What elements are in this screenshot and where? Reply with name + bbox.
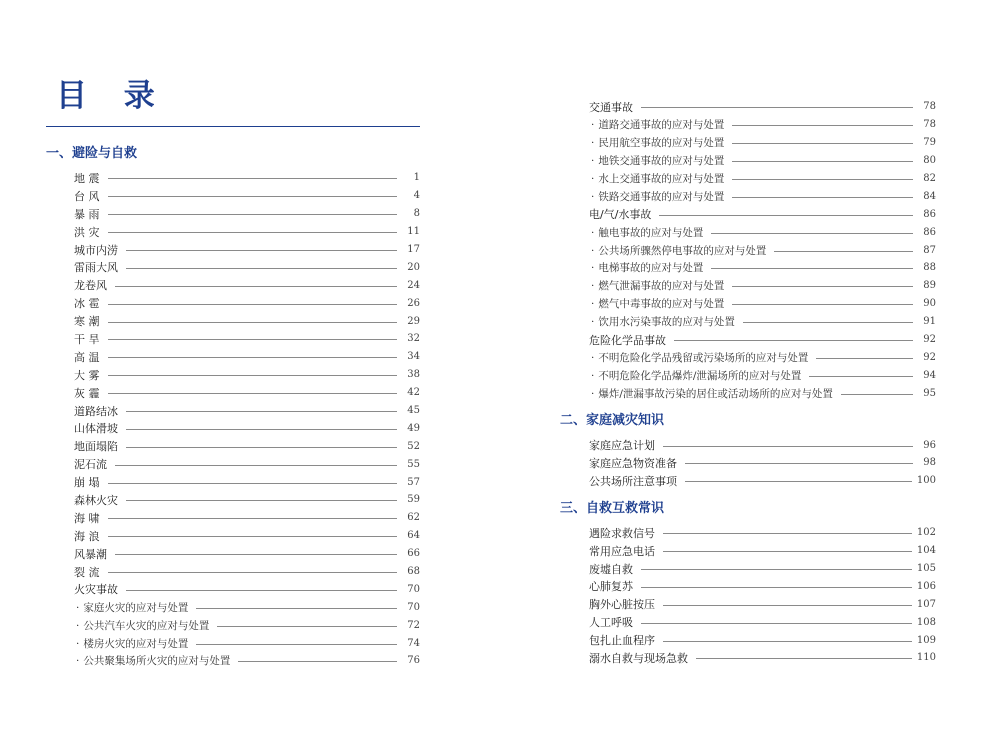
toc-page-number: 108: [916, 616, 936, 628]
dot-leader-line: [732, 179, 913, 180]
section-heading[interactable]: 一、避险与自救: [46, 146, 138, 161]
toc-entry-list: [560, 524, 936, 667]
toc-entry[interactable]: [46, 437, 420, 455]
toc-entry-label: · 燃气泄漏事故的应对与处置: [589, 278, 724, 293]
toc-entry-label: 冰 雹: [74, 297, 100, 311]
toc-right-column: [560, 98, 936, 667]
toc-page-number: 79: [923, 137, 936, 149]
toc-entry[interactable]: [46, 580, 420, 598]
toc-entry-label: 高 温: [74, 350, 100, 364]
toc-page-number: 84: [923, 190, 936, 202]
dot-leader-line: [108, 196, 398, 197]
toc-entry-label: 地 震: [74, 171, 100, 185]
dot-leader-line: [685, 481, 912, 482]
dot-leader-line: [663, 641, 912, 642]
dot-leader-line: [711, 233, 913, 234]
toc-entry-label: 家庭应急物资准备: [589, 456, 677, 470]
toc-entry-list: [46, 169, 420, 670]
dot-leader-line: [732, 161, 913, 162]
toc-page-number: 92: [923, 334, 936, 346]
toc-entry[interactable]: [560, 454, 936, 472]
toc-entry-label: · 水上交通事故的应对与处置: [589, 171, 724, 186]
toc-entry-label: 裂 流: [74, 565, 100, 579]
dot-leader-line: [196, 608, 397, 609]
toc-page-number: 105: [916, 563, 936, 575]
toc-page-number: 8: [413, 208, 420, 220]
toc-entry-label: 溺水自救与现场急救: [589, 651, 688, 665]
toc-page-number: 78: [923, 101, 936, 113]
toc-entry-label: 雷雨大风: [74, 261, 118, 275]
dot-leader-line: [108, 232, 398, 233]
toc-page-number: 29: [407, 315, 420, 327]
dot-leader-line: [809, 376, 913, 377]
toc-entry-label: 崩 塌: [74, 476, 100, 490]
dot-leader-line: [126, 590, 397, 591]
toc-subentry[interactable]: [560, 187, 936, 205]
toc-entry-label: 暴 雨: [74, 207, 100, 221]
toc-page-number: 86: [923, 226, 936, 238]
toc-subentry[interactable]: [560, 223, 936, 241]
toc-entry-label: · 公共汽车火灾的应对与处置: [74, 618, 209, 633]
toc-entry[interactable]: [46, 223, 420, 241]
toc-entry-label: 台 风: [74, 189, 100, 203]
dot-leader-line: [641, 587, 912, 588]
toc-page-number: 76: [407, 655, 420, 667]
toc-entry-label: 公共场所注意事项: [589, 474, 677, 488]
toc-entry-label: · 不明危险化学品残留或污染场所的应对与处置: [589, 350, 808, 365]
toc-entry-label: 电/气/水事故: [589, 208, 652, 222]
dot-leader-line: [115, 286, 397, 287]
section-heading[interactable]: 三、自救互救常识: [560, 500, 665, 516]
toc-page-number: 55: [407, 458, 420, 470]
toc-entry-label: · 燃气中毒事故的应对与处置: [589, 296, 724, 311]
toc-page-number: 34: [407, 351, 420, 363]
toc-entry-list: [560, 436, 936, 490]
toc-entry[interactable]: [46, 187, 420, 205]
toc-entry[interactable]: [560, 631, 936, 649]
dot-leader-line: [108, 536, 398, 537]
toc-entry-label: 交通事故: [589, 100, 633, 114]
toc-page-number: 68: [407, 566, 420, 578]
dot-leader-line: [732, 125, 913, 126]
dot-leader-line: [126, 250, 397, 251]
dot-leader-line: [126, 411, 397, 412]
toc-entry-label: 寒 潮: [74, 315, 100, 329]
dot-leader-line: [663, 605, 912, 606]
dot-leader-line: [663, 446, 913, 447]
toc-page-number: 70: [407, 583, 420, 595]
toc-entry-label: 人工呼吸: [589, 616, 633, 630]
dot-leader-line: [641, 569, 912, 570]
dot-leader-line: [841, 394, 913, 395]
toc-entry-label: · 公共聚集场所火灾的应对与处置: [74, 653, 230, 668]
dot-leader-line: [126, 447, 397, 448]
toc-entry[interactable]: [46, 276, 420, 294]
toc-entry-label: · 道路交通事故的应对与处置: [589, 117, 724, 132]
toc-subentry[interactable]: [46, 616, 420, 634]
title-divider: [46, 126, 420, 127]
toc-entry[interactable]: [46, 545, 420, 563]
toc-page-number: 86: [923, 208, 936, 220]
toc-entry-label: 包扎止血程序: [589, 634, 655, 648]
toc-left-column: [46, 143, 420, 670]
toc-entry-label: 地面塌陷: [74, 440, 118, 454]
toc-entry[interactable]: [560, 472, 936, 490]
toc-entry-label: 火灾事故: [74, 583, 118, 597]
toc-entry[interactable]: [560, 524, 936, 542]
toc-page-number: 94: [923, 369, 936, 381]
dot-leader-line: [732, 197, 913, 198]
toc-page-number: 72: [407, 619, 420, 631]
toc-entry-label: · 家庭火灾的应对与处置: [74, 600, 188, 615]
toc-subentry[interactable]: [560, 348, 936, 366]
dot-leader-line: [641, 623, 912, 624]
toc-entry-label: 遇险求救信号: [589, 526, 655, 540]
toc-entry-label: · 铁路交通事故的应对与处置: [589, 189, 724, 204]
toc-page-number: 17: [407, 244, 420, 255]
toc-subentry[interactable]: [46, 598, 420, 616]
dot-leader-line: [663, 551, 912, 552]
toc-entry-label: 胸外心脏按压: [589, 598, 655, 612]
toc-entry-label: · 不明危险化学品爆炸/泄漏场所的应对与处置: [589, 368, 801, 383]
toc-entry-label: 家庭应急计划: [589, 439, 655, 453]
dot-leader-line: [108, 572, 398, 573]
toc-entry-label: 道路结冰: [74, 404, 118, 418]
dot-leader-line: [774, 251, 913, 252]
toc-entry[interactable]: [46, 258, 420, 276]
dot-leader-line: [674, 340, 913, 341]
toc-page-number: 92: [923, 351, 936, 363]
toc-page-number: 104: [916, 545, 936, 557]
dot-leader-line: [685, 463, 913, 464]
toc-page-number: 78: [923, 119, 936, 131]
toc-entry[interactable]: [46, 294, 420, 312]
toc-subentry[interactable]: [46, 652, 420, 670]
toc-entry[interactable]: [46, 527, 420, 545]
dot-leader-line: [743, 322, 913, 323]
toc-page-number: 102: [916, 527, 936, 539]
toc-entry[interactable]: [46, 348, 420, 366]
toc-entry[interactable]: [46, 205, 420, 223]
toc-entry[interactable]: [46, 366, 420, 384]
toc-entry[interactable]: [46, 384, 420, 402]
toc-entry[interactable]: [46, 563, 420, 581]
toc-entry[interactable]: [46, 169, 420, 187]
toc-page-number: 70: [407, 601, 420, 613]
toc-entry[interactable]: [560, 595, 936, 613]
toc-entry[interactable]: [46, 419, 420, 437]
toc-subentry[interactable]: [560, 277, 936, 295]
toc-entry[interactable]: [46, 491, 420, 509]
toc-page-number: 62: [407, 512, 420, 524]
toc-page-number: 89: [923, 280, 936, 292]
toc-entry-label: · 楼房火灾的应对与处置: [74, 636, 188, 651]
toc-page-number: 20: [407, 261, 420, 273]
toc-subentry[interactable]: [560, 241, 936, 259]
toc-subentry[interactable]: [560, 170, 936, 188]
toc-page-number: 4: [413, 190, 420, 202]
toc-page-number: 109: [916, 634, 936, 646]
toc-page-number: 98: [923, 457, 936, 469]
toc-page-number: 59: [407, 494, 420, 506]
dot-leader-line: [108, 375, 398, 376]
toc-subentry[interactable]: [560, 295, 936, 313]
toc-entry[interactable]: [46, 241, 420, 259]
dot-leader-line: [816, 358, 913, 359]
toc-entry-label: · 民用航空事故的应对与处置: [589, 135, 724, 150]
toc-entry[interactable]: [560, 436, 936, 454]
toc-page-number: 49: [407, 422, 420, 434]
toc-page-number: 42: [407, 387, 420, 399]
toc-entry-label: 干 旱: [74, 332, 100, 346]
toc-page-number: 106: [916, 580, 936, 592]
toc-subentry[interactable]: [560, 384, 936, 402]
dot-leader-line: [663, 533, 912, 534]
dot-leader-line: [126, 429, 397, 430]
dot-leader-line: [108, 214, 398, 215]
dot-leader-line: [641, 107, 913, 108]
toc-page-number: 100: [916, 475, 936, 487]
toc-entry-label: 大 雾: [74, 368, 100, 382]
toc-page-number: 38: [407, 369, 420, 381]
toc-page-number: 80: [923, 155, 936, 167]
toc-entry-label: 洪 灾: [74, 225, 100, 239]
dot-leader-line: [108, 339, 398, 340]
dot-leader-line: [732, 304, 913, 305]
toc-entry-label: · 饮用水污染事故的应对与处置: [589, 314, 735, 329]
toc-entry-label: 风暴潮: [74, 547, 107, 561]
dot-leader-line: [659, 215, 913, 216]
dot-leader-line: [108, 304, 398, 305]
toc-page-number: 57: [407, 476, 420, 488]
toc-page-number: 1: [413, 172, 420, 184]
toc-entry-label: · 公共场所骤然停电事故的应对与处置: [589, 243, 766, 258]
toc-entry-label: 山体滑坡: [74, 422, 118, 436]
toc-page-number: 87: [923, 244, 936, 256]
toc-subentry[interactable]: [560, 116, 936, 134]
toc-entry-label: 城市内涝: [74, 243, 118, 257]
toc-entry[interactable]: [46, 455, 420, 473]
toc-page-number: 107: [916, 598, 936, 610]
dot-leader-line: [108, 178, 398, 179]
toc-entry[interactable]: [560, 542, 936, 560]
toc-subentry[interactable]: [46, 634, 420, 652]
dot-leader-line: [108, 483, 398, 484]
toc-page-number: 64: [407, 530, 420, 542]
dot-leader-line: [108, 393, 398, 394]
dot-leader-line: [115, 554, 397, 555]
toc-page-number: 110: [916, 652, 936, 664]
toc-page-number: 91: [923, 316, 936, 328]
toc-entry-label: · 爆炸/泄漏事故污染的居住或活动场所的应对与处置: [589, 386, 833, 401]
toc-entry[interactable]: [46, 509, 420, 527]
toc-entry[interactable]: [560, 331, 936, 349]
dot-leader-line: [696, 658, 912, 659]
dot-leader-line: [108, 518, 398, 519]
dot-leader-line: [196, 644, 397, 645]
toc-entry[interactable]: [560, 649, 936, 667]
toc-entry[interactable]: [46, 473, 420, 491]
section-heading[interactable]: 二、家庭减灾知识: [560, 413, 665, 429]
toc-page-number: 66: [407, 548, 420, 560]
toc-page-number: 52: [407, 440, 420, 452]
toc-page-number: 26: [407, 297, 420, 309]
toc-entry-label: · 触电事故的应对与处置: [589, 225, 703, 240]
toc-page-number: 96: [923, 439, 936, 451]
toc-entry-list: [560, 98, 936, 402]
toc-entry-label: 龙卷风: [74, 279, 107, 293]
toc-page-number: 74: [407, 637, 420, 649]
dot-leader-line: [115, 465, 397, 466]
dot-leader-line: [108, 322, 398, 323]
toc-entry-label: 泥石流: [74, 458, 107, 472]
toc-entry-label: 心肺复苏: [589, 580, 633, 594]
toc-entry[interactable]: [560, 205, 936, 223]
toc-page-number: 11: [407, 226, 420, 238]
toc-page-number: 90: [923, 298, 936, 310]
toc-subentry[interactable]: [560, 134, 936, 152]
toc-entry-label: 废墟自救: [589, 562, 633, 576]
toc-entry-label: 灰 霾: [74, 386, 100, 400]
page-title: 目 录: [56, 78, 168, 114]
toc-entry-label: 森林火灾: [74, 493, 118, 507]
toc-entry-label: · 地铁交通事故的应对与处置: [589, 153, 724, 168]
toc-entry-label: 危险化学品事故: [589, 333, 666, 347]
toc-page-number: 45: [407, 405, 420, 417]
toc-entry[interactable]: [560, 577, 936, 595]
dot-leader-line: [217, 626, 397, 627]
dot-leader-line: [126, 500, 397, 501]
toc-subentry[interactable]: [560, 152, 936, 170]
toc-entry[interactable]: [46, 312, 420, 330]
toc-subentry[interactable]: [560, 259, 936, 277]
toc-entry[interactable]: [560, 98, 936, 116]
toc-subentry[interactable]: [560, 313, 936, 331]
toc-page-number: 88: [923, 262, 936, 274]
dot-leader-line: [108, 357, 398, 358]
dot-leader-line: [238, 661, 397, 662]
toc-entry[interactable]: [46, 402, 420, 420]
dot-leader-line: [711, 268, 913, 269]
dot-leader-line: [732, 143, 913, 144]
toc-entry[interactable]: [560, 613, 936, 631]
toc-entry[interactable]: [560, 560, 936, 578]
toc-entry[interactable]: [46, 330, 420, 348]
toc-subentry[interactable]: [560, 366, 936, 384]
dot-leader-line: [732, 286, 913, 287]
toc-page-number: 95: [923, 387, 936, 399]
toc-page-number: 82: [923, 173, 936, 184]
toc-page-number: 24: [407, 279, 420, 291]
toc-entry-label: 海 啸: [74, 511, 100, 525]
toc-entry-label: 常用应急电话: [589, 544, 655, 558]
toc-page-number: 32: [407, 333, 420, 345]
toc-entry-label: · 电梯事故的应对与处置: [589, 260, 703, 275]
dot-leader-line: [126, 268, 397, 269]
toc-entry-label: 海 浪: [74, 529, 100, 543]
